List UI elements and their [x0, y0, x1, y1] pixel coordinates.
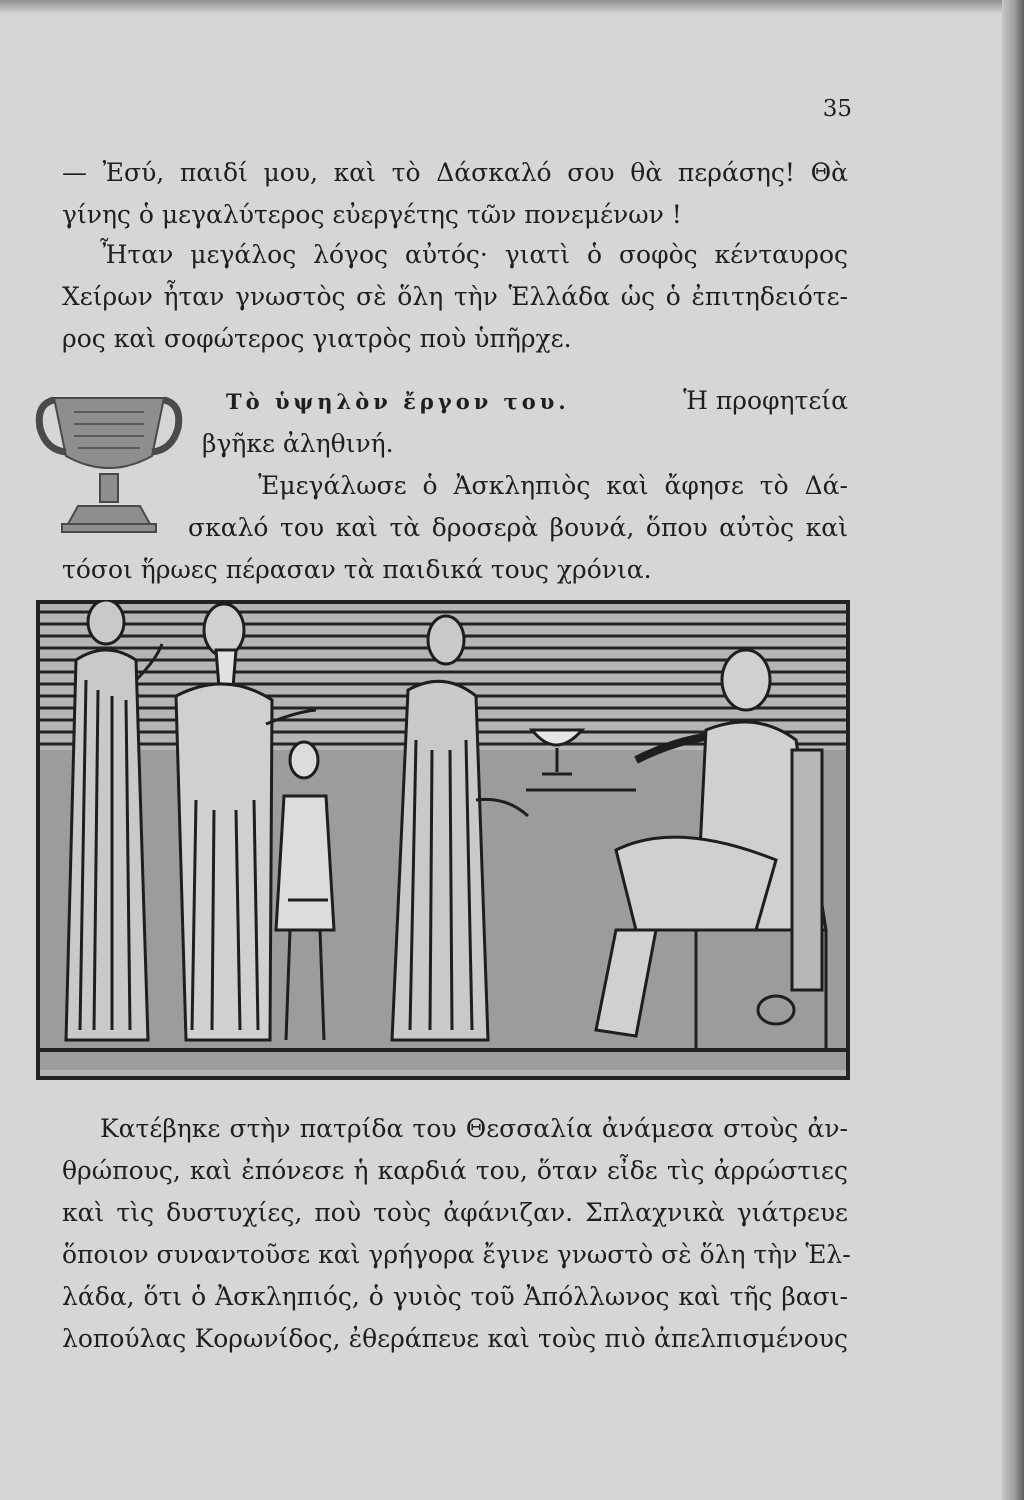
text-line: τόσοι ἥρωες πέρασαν τὰ παιδικά τους χρόνια. [62, 555, 652, 584]
text-line: γίνης ὁ μεγαλύτερος εὐεργέτης τῶν πονεμένων ! [62, 200, 682, 229]
text-line: λάδα, ὅτι ὁ Ἀσκληπιός, ὁ γυιὸς τοῦ Ἀπόλλωνος καὶ τῆς βασι- [62, 1282, 848, 1311]
page-right-edge [1002, 0, 1024, 1500]
page-top-shadow [0, 0, 1024, 14]
paragraph-dialogue [62, 152, 848, 236]
text-line: θρώπους, καὶ ἐπόνεσε ἡ καρδιά του, ὅταν εἶδε τὶς ἀρρώστιες [62, 1156, 848, 1185]
text-line: βγῆκε ἀληθινή. [202, 429, 394, 458]
text-line: λοπούλας Κορωνίδος, ἐθεράπευε καὶ τοὺς πιὸ ἀπελπισμένους [62, 1324, 848, 1353]
section-heading: Τὸ ὑψηλὸν ἔργον του. [226, 389, 570, 414]
text-line: καὶ τὶς δυστυχίες, ποὺ τοὺς ἀφάνιζαν. Σπλαχνικὰ γιάτρευε [62, 1198, 848, 1227]
woodcut-healing-scene [36, 600, 850, 1080]
text-line: σκαλό του καὶ τὰ δροσερὰ βουνά, ὅπου αὐτὸς καὶ [188, 513, 848, 542]
heading-continuation: Ἡ προφητεία [683, 386, 848, 415]
text-line: — Ἐσύ, παιδί μου, καὶ τὸ Δάσκαλό σου θὰ περάσης! Θὰ [62, 158, 848, 187]
paragraph-chiron [62, 234, 848, 360]
text-line: ρος καὶ σοφώτερος γιατρὸς ποὺ ὑπῆρχε. [62, 324, 572, 353]
text-line: Ἦταν μεγάλος λόγος αὐτός· γιατὶ ὁ σοφὸς κένταυρος [100, 240, 848, 269]
text-line: Ἐμεγάλωσε ὁ Ἀσκληπιὸς καὶ ἄφησε τὸ Δά- [258, 471, 848, 500]
text-line: Κατέβηκε στὴν πατρίδα του Θεσσαλία ἀνάμεσα στοὺς ἀν- [100, 1114, 848, 1143]
paragraph-lofty-work [62, 380, 848, 591]
paragraph-thessaly [62, 1108, 851, 1360]
text-line: Χείρων ἦταν γνωστὸς σὲ ὅλη τὴν Ἑλλάδα ὡς ὁ ἐπιτηδειότε- [62, 282, 848, 311]
text-line: ὅποιον συναντοῦσε καὶ γρήγορα ἔγινε γνωστὸ σὲ ὅλη τὴν Ἑλ- [62, 1240, 851, 1269]
text-line [62, 380, 848, 423]
page-number: 35 [822, 96, 852, 122]
